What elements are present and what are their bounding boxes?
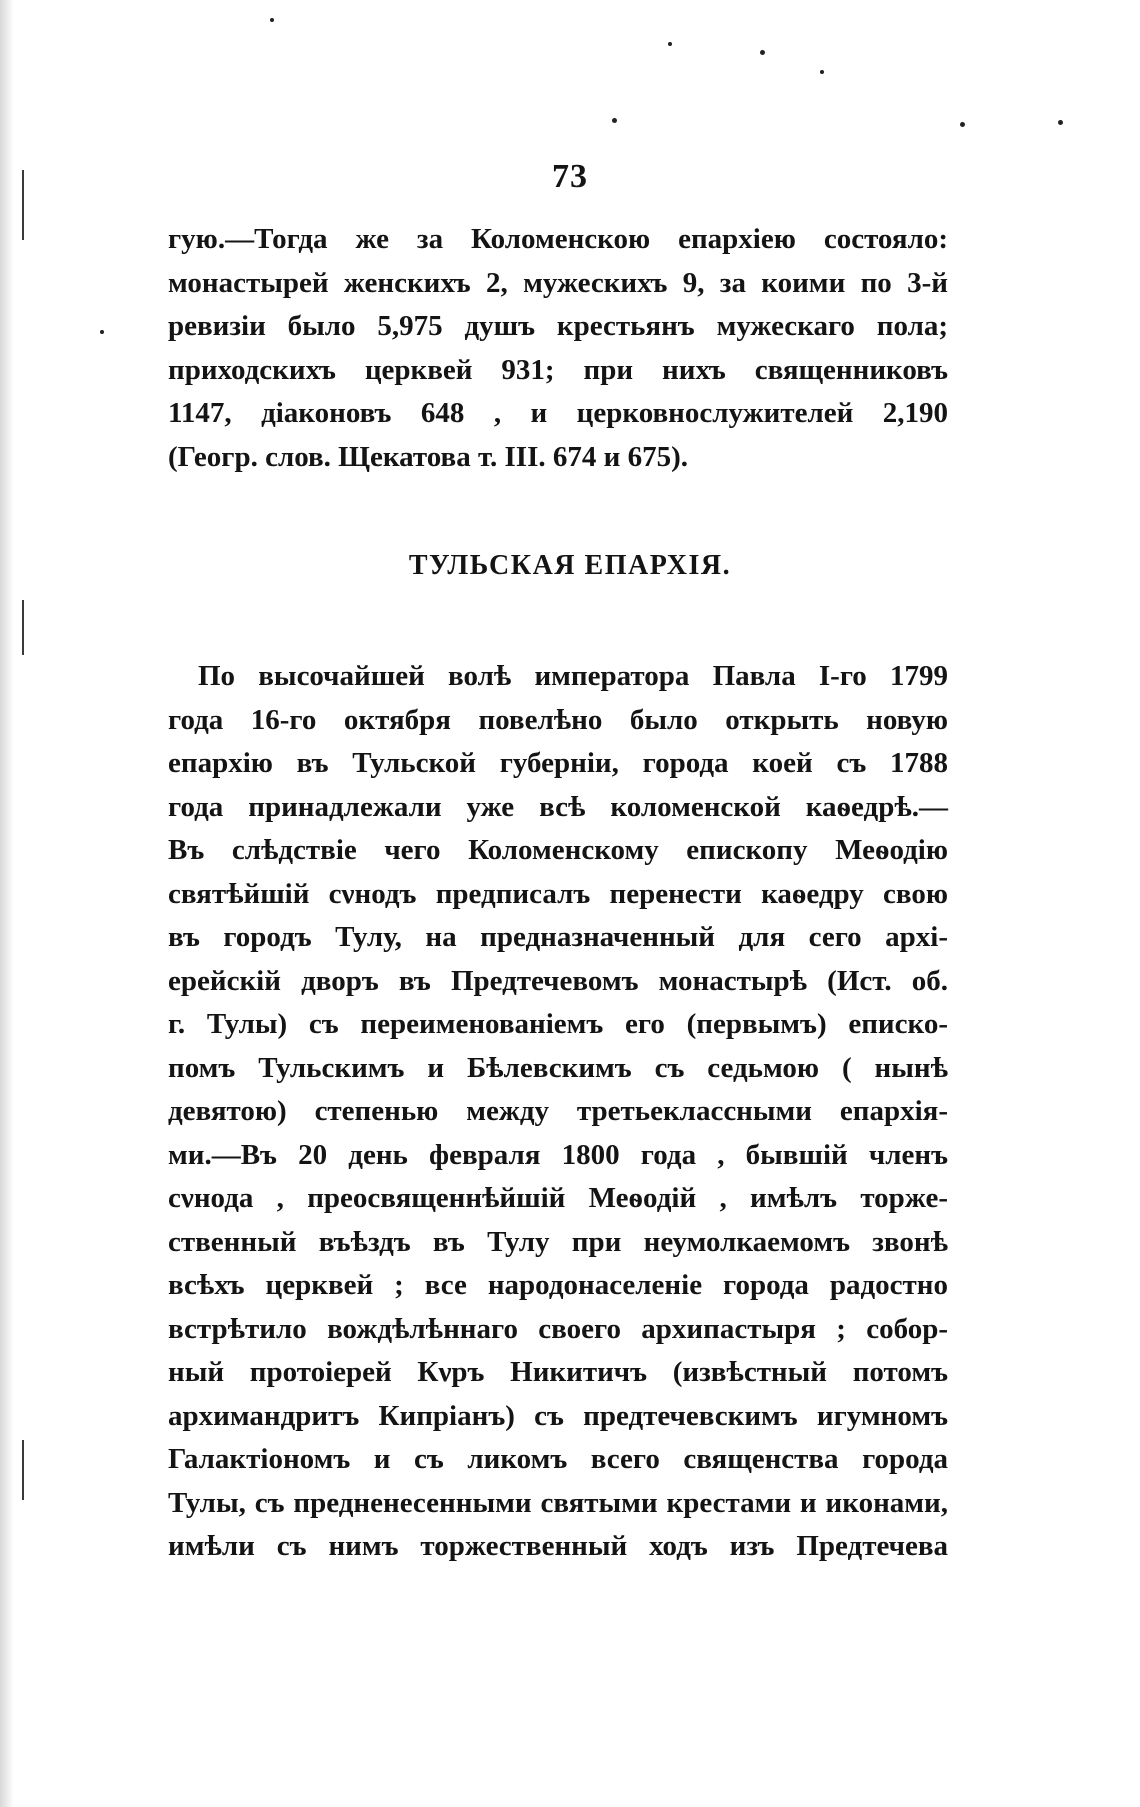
text-line: 1147, діаконовъ 648 , и церковнослужителей 2,190 [168, 397, 948, 429]
print-speck [1058, 120, 1063, 125]
text-line: года принадлежали уже всѣ коломенской каѳедрѣ.— [168, 790, 948, 823]
text-line: въ городъ Тулу, на предназначенный для сего архі- [168, 921, 948, 953]
top-paragraph [168, 218, 948, 479]
text-line: ревизіи было 5,975 душъ крестьянъ мужескаго пола; [168, 310, 948, 342]
text-line: Тулы, съ предненесенными святыми крестами и иконами, [168, 1486, 948, 1519]
page-number: 73 [552, 158, 588, 195]
print-speck [270, 18, 274, 22]
text-line: Галактіономъ и съ ликомъ всего священства города [168, 1443, 948, 1475]
print-speck [612, 118, 617, 123]
text-line: гую.—Тогда же за Коломенскою епархіею состояло: [168, 223, 948, 255]
text-line: ми.—Въ 20 день февраля 1800 года , бывшій членъ [168, 1138, 948, 1171]
text-line: приходскихъ церквей 931; при нихъ священниковъ [168, 353, 948, 386]
text-line: года 16-го октября повелѣно было открыть новую [168, 703, 948, 736]
main-paragraph [168, 655, 948, 1569]
print-speck [668, 42, 672, 46]
print-speck [760, 50, 765, 55]
text-line: монастырей женскихъ 2, мужескихъ 9, за коими по 3-й [168, 266, 948, 299]
print-speck [960, 122, 965, 127]
page-edge-line [22, 600, 24, 655]
text-line: архимандритъ Кипріанъ) съ предтечевскимъ игумномъ [168, 1399, 948, 1432]
text-line: ственный въѣздъ въ Тулу при неумолкаемомъ звонѣ [168, 1225, 948, 1258]
page-edge-shadow [0, 0, 14, 1807]
text-line: По высочайшей волѣ императора Павла I-го 1799 [198, 660, 948, 692]
text-line: девятою) степенью между третьеклассными епархія- [168, 1095, 948, 1127]
text-line: г. Тулы) съ переименованіемъ его (первымъ) еписко- [168, 1008, 948, 1040]
print-speck [100, 330, 104, 334]
text-line: ерейскій дворъ въ Предтечевомъ монастырѣ (Ист. об. [168, 964, 948, 997]
text-line: всѣхъ церквей ; все народонаселеніе города радостно [168, 1269, 948, 1301]
text-line: встрѣтило вождѣлѣннаго своего архипастыря ; собор- [168, 1312, 948, 1345]
text-line: помъ Тульскимъ и Бѣлевскимъ съ седьмою ( нынѣ [168, 1051, 948, 1084]
page-edge-line [22, 1440, 24, 1500]
text-line: сνнода , преосвященнѣйшій Меѳодій , имѣлъ торже- [168, 1182, 948, 1214]
text-line: (Геогр. слов. Щекатова т. III. 674 и 675). [168, 440, 688, 473]
text-line: имѣли съ нимъ торжественный ходъ изъ Предтечева [168, 1530, 948, 1562]
text-line: епархію въ Тульской губерніи, города коей съ 1788 [168, 747, 948, 779]
section-title: ТУЛЬСКАЯ ЕПАРХІЯ. [408, 550, 732, 581]
text-line: святѣйшій сνнодъ предписалъ перенести каѳедру свою [168, 877, 948, 910]
text-line: Въ слѣдствіе чего Коломенскому епископу Меѳодію [168, 834, 948, 866]
text-line: ный протоіерей Кνръ Никитичъ (извѣстный потомъ [168, 1356, 948, 1388]
print-speck [820, 70, 824, 74]
